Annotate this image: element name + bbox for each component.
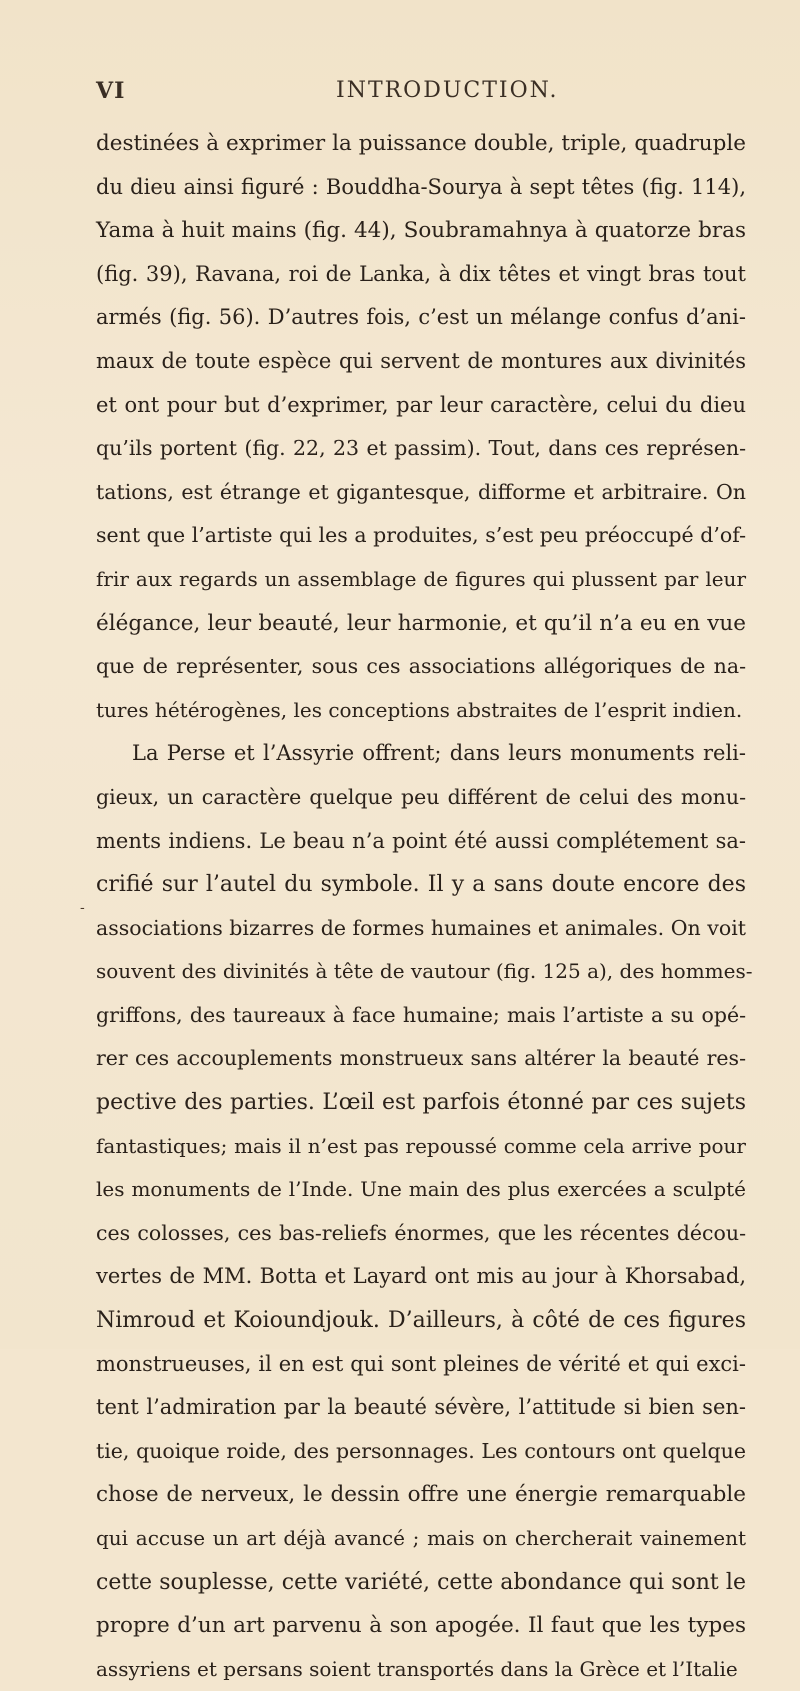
- text-line: cette souplesse, cette variété, cette abondance qui sont le: [96, 1569, 746, 1595]
- text-line: et ont pour but d’exprimer, par leur caractère, celui du dieu: [96, 392, 746, 417]
- text-line: ments indiens. Le beau n’a point été aussi complétement sa-: [96, 828, 746, 853]
- chapter-title: INTRODUCTION.: [336, 78, 559, 103]
- margin-mark: -: [80, 900, 85, 916]
- page-number: VI: [96, 78, 126, 104]
- text-line: assyriens et persans soient transportés dans la Grèce et l’Italie: [96, 1656, 738, 1681]
- text-line: élégance, leur beauté, leur harmonie, et qu’il n’a eu en vue: [96, 610, 746, 636]
- text-line: associations bizarres de formes humaines et animales. On voit: [96, 915, 746, 940]
- paragraph-start-line: La Perse et l’Assyrie offrent; dans leurs monuments reli-: [132, 741, 746, 766]
- text-line: tations, est étrange et gigantesque, difforme et arbitraire. On: [96, 479, 746, 504]
- text-line: tent l’admiration par la beauté sévère, l’attitude si bien sen-: [96, 1395, 746, 1420]
- text-line: monstrueuses, il en est qui sont pleines de vérité et qui exci-: [96, 1351, 746, 1376]
- text-line: tures hétérogènes, les conceptions abstraites de l’esprit indien.: [96, 697, 743, 722]
- text-line: pective des parties. L’œil est parfois étonné par ces sujets: [96, 1090, 746, 1116]
- text-line: souvent des divinités à tête de vautour (fig. 125 a), des hommes-: [96, 959, 753, 984]
- text-line: destinées à exprimer la puissance double, triple, quadruple: [96, 131, 746, 156]
- text-line: fantastiques; mais il n’est pas repoussé comme cela arrive pour: [96, 1133, 746, 1158]
- text-line: qui accuse un art déjà avancé ; mais on chercherait vainement: [96, 1526, 746, 1550]
- text-line: tie, quoique roide, des personnages. Les contours ont quelque: [96, 1438, 746, 1463]
- text-line: griffons, des taureaux à face humaine; mais l’artiste a su opé-: [96, 1002, 746, 1027]
- text-line: sent que l’artiste qui les a produites, s’est peu préoccupé d’of-: [96, 523, 746, 548]
- running-head: [96, 78, 736, 108]
- text-line: (fig. 39), Ravana, roi de Lanka, à dix têtes et vingt bras tout: [96, 261, 746, 286]
- text-line: les monuments de l’Inde. Une main des plus exercées a sculpté: [96, 1177, 746, 1202]
- text-line: maux de toute espèce qui servent de montures aux divinités: [96, 348, 746, 373]
- text-line: Yama à huit mains (fig. 44), Soubramahnya à quatorze bras: [96, 218, 746, 244]
- body-text: [96, 122, 753, 1691]
- text-line: crifié sur l’autel du symbole. Il y a sans doute encore des: [96, 872, 746, 898]
- text-line: ces colosses, ces bas-reliefs énormes, que les récentes décou-: [96, 1220, 746, 1245]
- text-line: propre d’un art parvenu à son apogée. Il faut que les types: [96, 1613, 746, 1639]
- text-line: chose de nerveux, le dessin offre une énergie remarquable: [96, 1482, 746, 1508]
- text-line: vertes de MM. Botta et Layard ont mis au jour à Khorsabad,: [96, 1264, 746, 1289]
- text-line: du dieu ainsi figuré : Bouddha-Sourya à sept têtes (fig. 114),: [96, 174, 746, 199]
- text-line: rer ces accouplements monstrueux sans altérer la beauté res-: [96, 1046, 746, 1071]
- text-line: qu’ils portent (fig. 22, 23 et passim). Tout, dans ces représen-: [96, 436, 746, 461]
- text-line: frir aux regards un assemblage de figures qui plussent par leur: [96, 566, 746, 591]
- text-line: gieux, un caractère quelque peu différent de celui des monu-: [96, 784, 746, 809]
- text-line: Nimroud et Koioundjouk. D’ailleurs, à côté de ces figures: [96, 1308, 746, 1334]
- text-line: que de représenter, sous ces associations allégoriques de na-: [96, 654, 746, 679]
- text-line: armés (fig. 56). D’autres fois, c’est un mélange confus d’ani-: [96, 305, 746, 330]
